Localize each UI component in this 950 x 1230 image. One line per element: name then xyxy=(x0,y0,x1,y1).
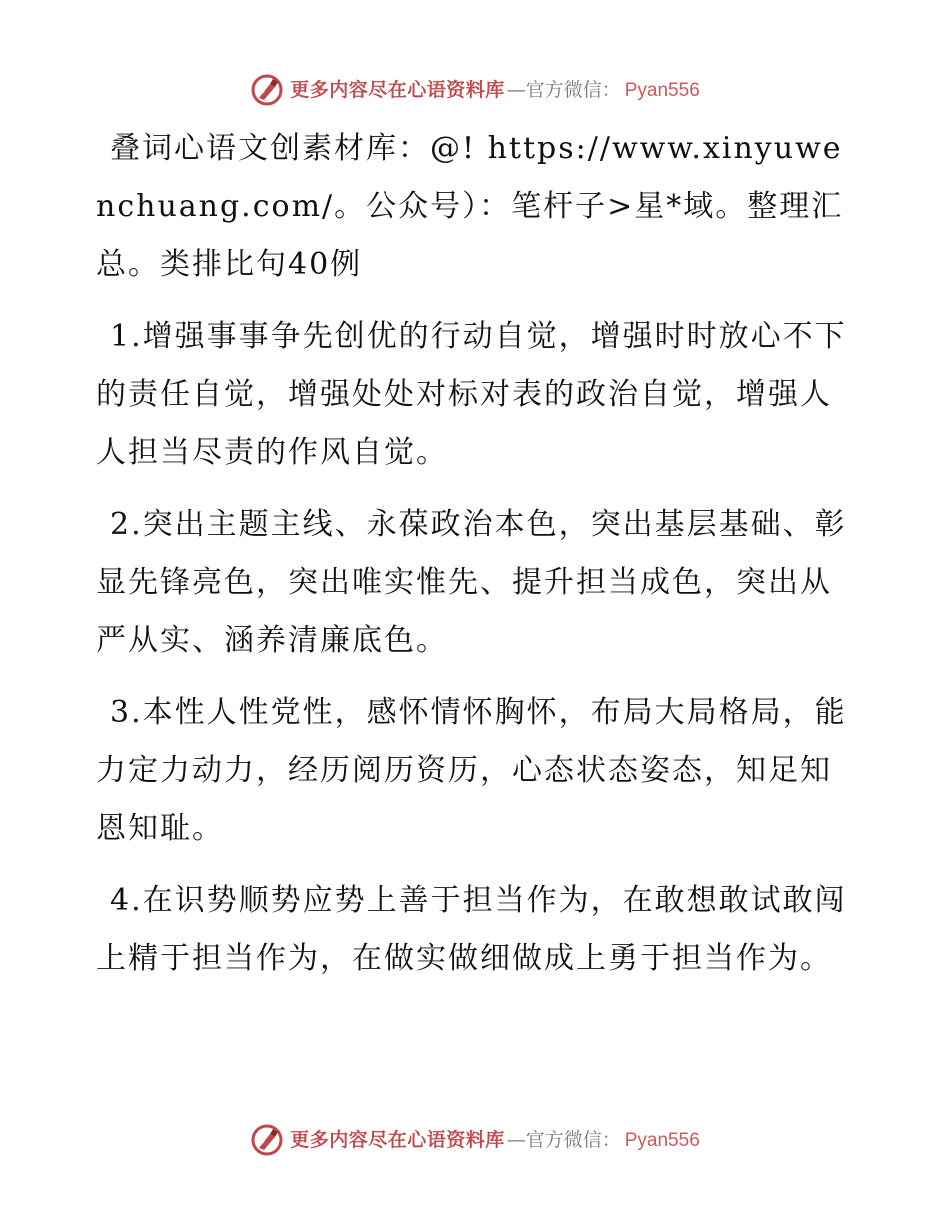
list-item-text: 1.增强事事争先创优的行动自觉，增强时时放心不下的责任自觉，增强处处对标对表的政治自觉，增强人人担当尽责的作风自觉。 xyxy=(96,319,847,470)
document-body xyxy=(96,120,852,1002)
wechat-id: Pyan556 xyxy=(624,79,700,101)
pen-nib-logo-icon xyxy=(250,73,284,107)
list-item-text: 4.在识势顺势应势上善于担当作为，在敢想敢试敢闯上精于担当作为，在做实做细做成上勇于担当作为。 xyxy=(96,883,847,976)
wechat-id: Pyan556 xyxy=(624,1129,700,1151)
brand-text: 更多内容尽在心语资料库 xyxy=(290,78,505,101)
pen-nib-logo-icon xyxy=(250,1123,284,1157)
separator-text: —官方微信： xyxy=(506,78,621,101)
list-item xyxy=(96,872,852,988)
list-item xyxy=(96,308,852,482)
intro-text: 叠词心语文创素材库：@! https://www.xinyuwenchuang.com/。公众号）：笔杆子>星*域。整理汇总。类排比句40例 xyxy=(96,131,844,282)
list-item xyxy=(96,496,852,670)
list-item-text: 2.突出主题主线、永葆政治本色，突出基层基础、彰显先锋亮色，突出唯实惟先、提升担当成色，突出从严从实、涵养清廉底色。 xyxy=(96,507,847,658)
brand-text: 更多内容尽在心语资料库 xyxy=(290,1128,505,1151)
list-item-text: 3.本性人性党性，感怀情怀胸怀，布局大局格局，能力定力动力，经历阅历资历，心态状态姿态，知足知恩知耻。 xyxy=(96,695,847,846)
list-item xyxy=(96,684,852,858)
intro-paragraph xyxy=(96,120,852,294)
separator-text: —官方微信： xyxy=(506,1128,621,1151)
header-watermark-banner xyxy=(0,70,950,110)
footer-watermark-banner xyxy=(0,1120,950,1160)
